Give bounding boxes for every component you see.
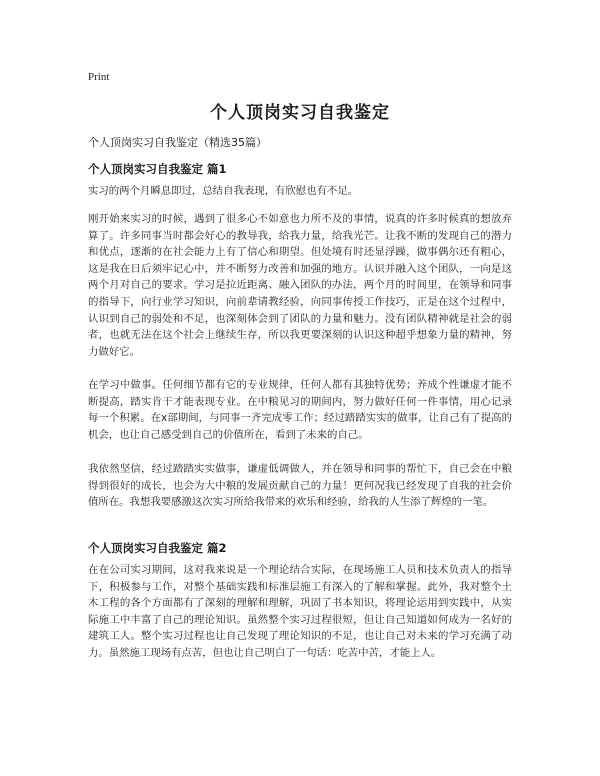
paragraph: 实习的两个月瞬息即过，总结自我表现，有欣慰也有不足。: [88, 185, 359, 197]
section-heading-1: 个人顶岗实习自我鉴定 篇1: [88, 162, 227, 176]
page-title: 个人顶岗实习自我鉴定: [210, 103, 390, 123]
section-heading-2: 个人顶岗实习自我鉴定 篇2: [88, 541, 227, 555]
paragraph: 在在公司实习期间，这对我来说是一个理论结合实际，在现场施工人员和技术负责人的指导下，积极参与工作，对整个基础实践和标准层施工有深入的了解和掌握。此外，我对整个土木工程的各个方面都有了深刻的理解和理解，巩固了书本知识，将理论运用到实践中，从实际施工中丰富了自己的理论知识。虽然整个实习过程很短，但让自己知道如何成为一名好的建筑工人。整个实习过程也让自己发现了理论知识的不足，也让自己对未来的学习充满了动力。虽然施工现场有点苦，但也让自己明白了一句话：吃苦中苦，才能上人。: [88, 564, 512, 659]
print-label: Print: [88, 71, 110, 83]
paragraph: 在学习中做事。任何细节都有它的专业规律，任何人都有其独特优势；养成个性谦虚才能不断提高，踏实肯干才能表现专业。在中粮见习的期间内，努力做好任何一件事情，用心记录每一个积累。在x部期间，与同事一齐完成零工作；经过踏踏实实的做事，让自己有了提高的机会，也让自己感受到自己的价值所在，看到了未来的自己。: [88, 379, 512, 441]
paragraph: 我依然坚信，经过踏踏实实做事，谦虚低调做人，并在领导和同事的帮忙下，自己会在中粮得到很好的成长，也会为大中粮的发展贡献自己的力量！更何况我已经发现了自我的社会价值所在。我想我要感激这次实习所给我带来的欢乐和经验，给我的人生添了辉煌的一笔。: [88, 463, 512, 509]
document-subtitle: 个人顶岗实习自我鉴定（精选35篇）: [88, 136, 267, 149]
paragraph: 刚开始来实习的时候，遇到了很多心不如意也力所不及的事情，说真的许多时候真的想放弃算了。许多同事当时都会好心的教导我，给我力量，给我光芒。让我不断的发现自己的潜力和优点，逐渐的在社会能力上有了信心和期望。但处境有时还显浮躁，做事偶尔还有粗心，这是我在日后须牢记心中，并不断努力改善和加强的地方。认识并融入这个团队，一向是这两个月对自己的要求。学习是拉近距离、融入团队的办法，两个月的时间里，在领导和同事的指导下，向行业学习知识，向前辈请教经验，向同事传授工作技巧，正是在这个过程中，认识到自己的弱处和不足，也深刻体会到了团队的力量和魅力。没有团队精神就是社会的弱者，也就无法在这个社会上继续生存，所以我更要深刻的认识这种超乎想象力量的精神，努力做好它。: [88, 213, 512, 358]
